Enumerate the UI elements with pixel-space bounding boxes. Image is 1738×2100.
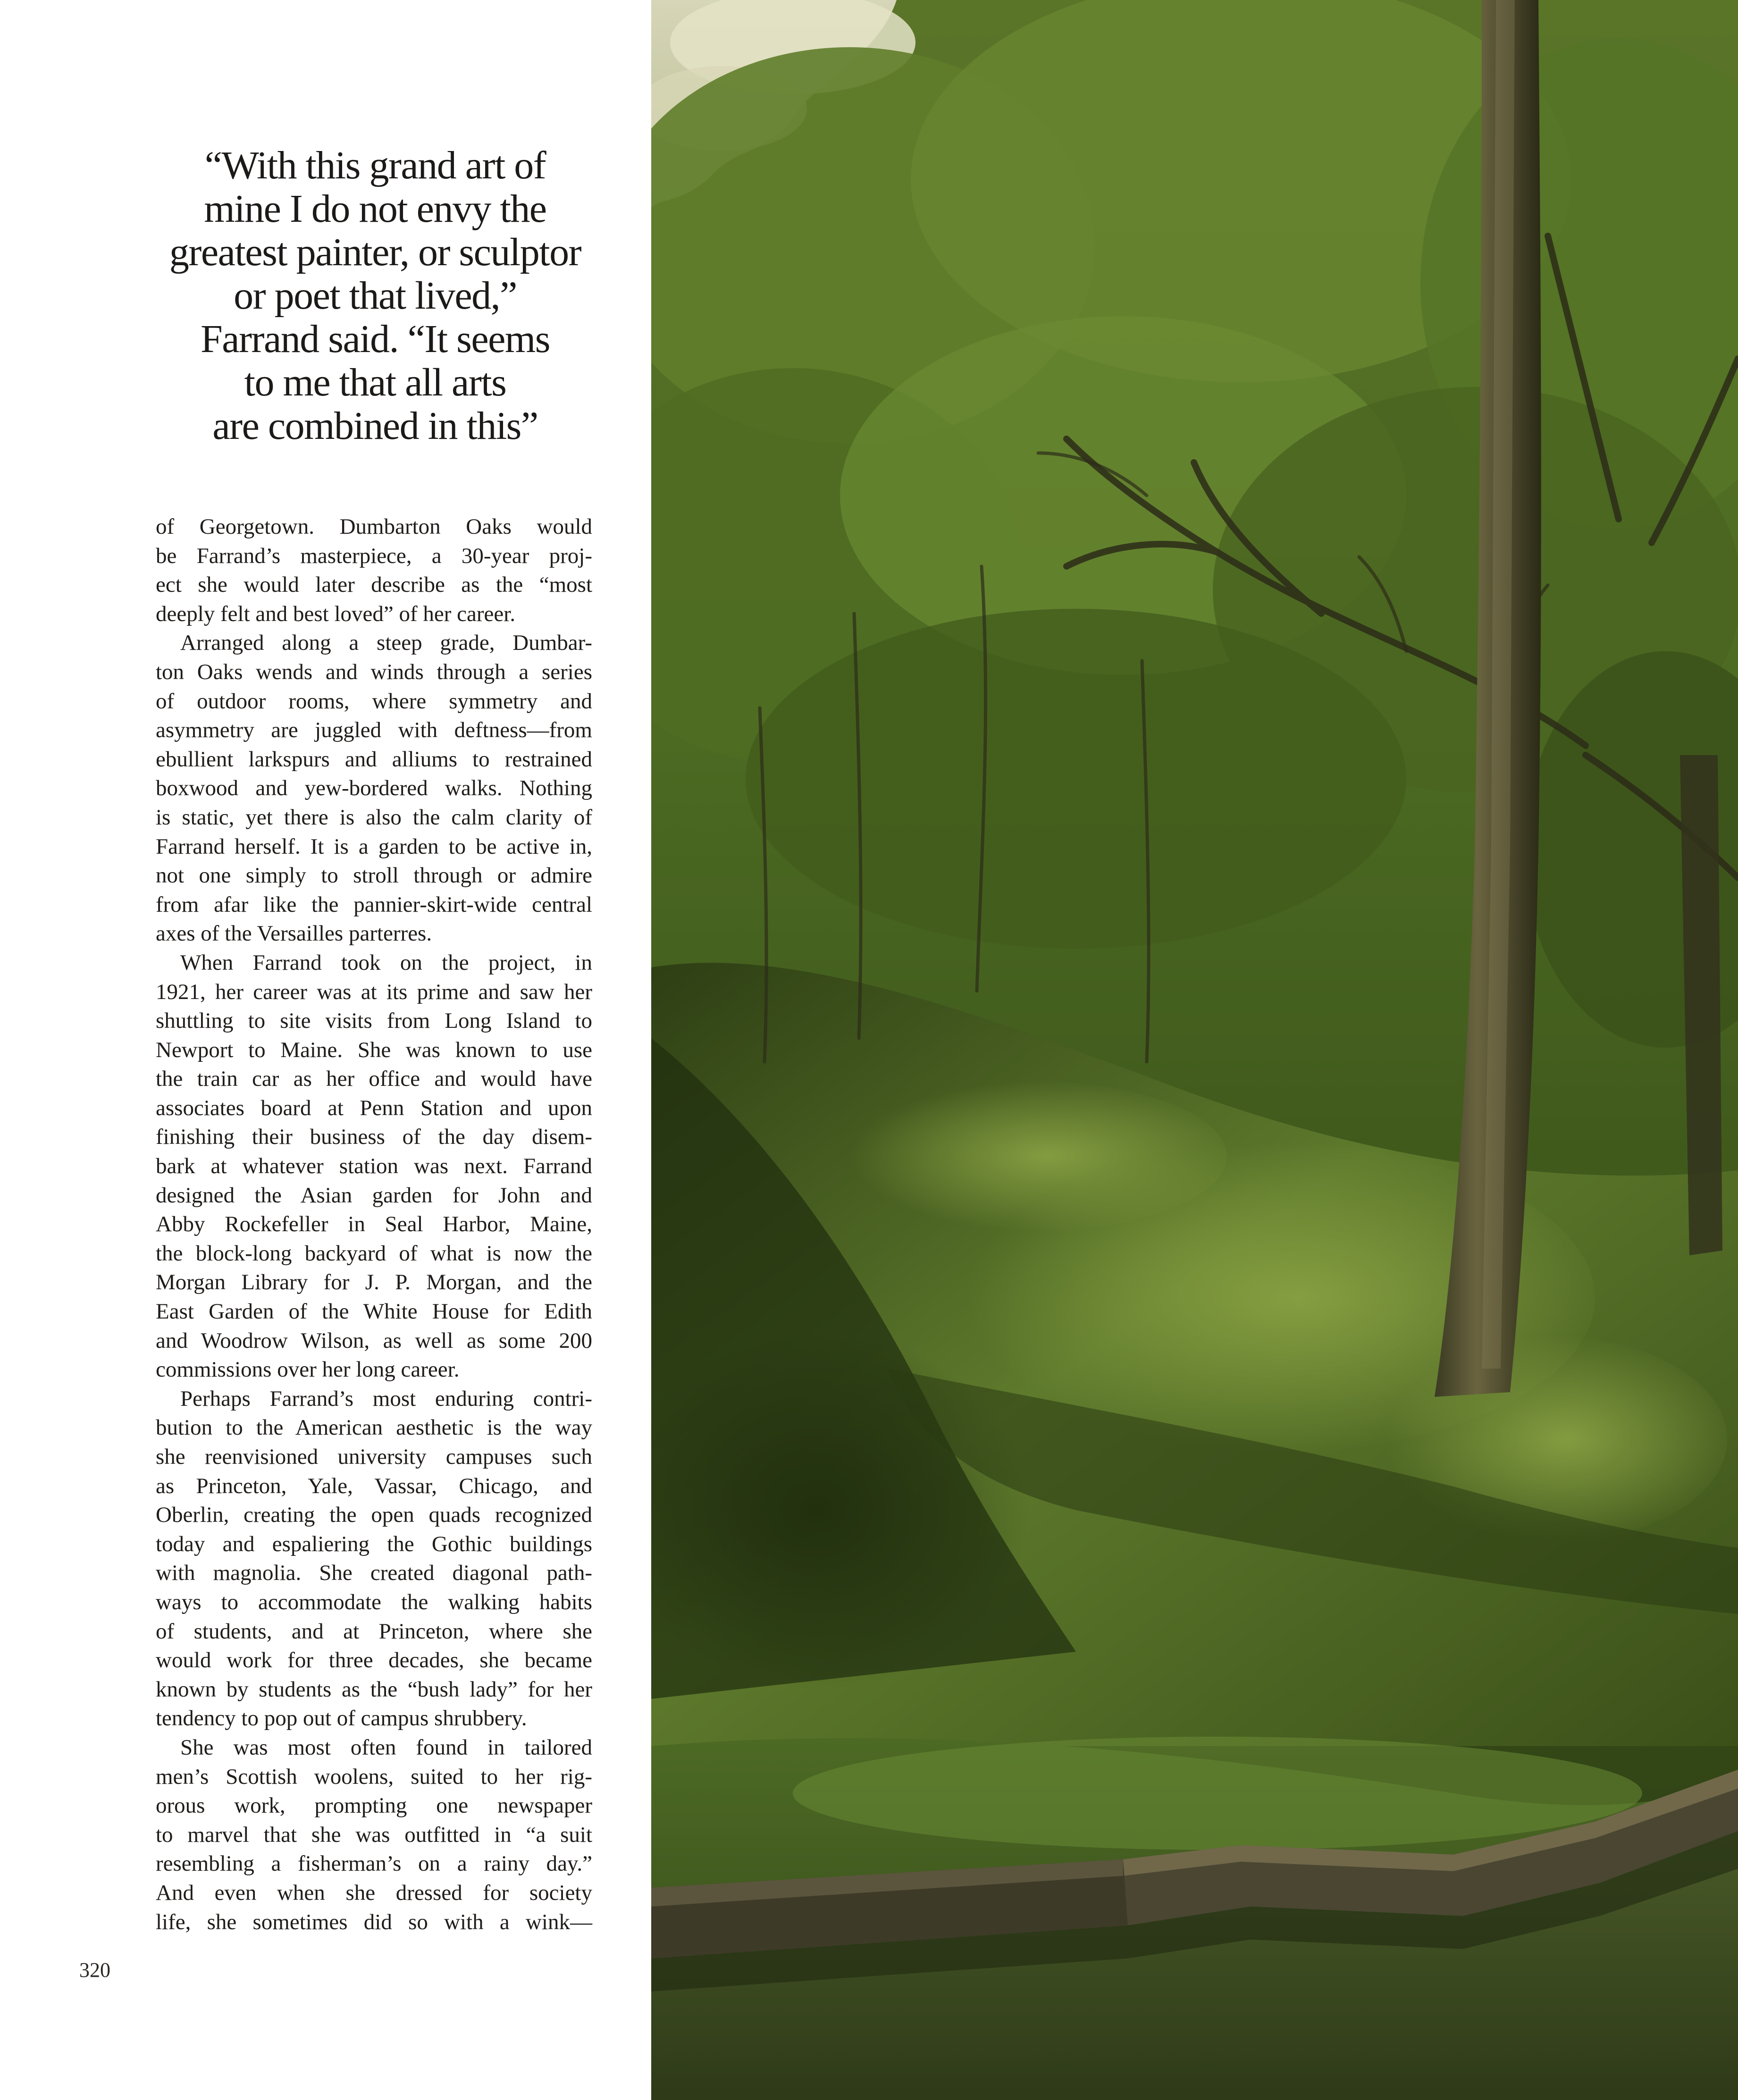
article-body [156,512,592,1937]
article-line: And even when she dressed for society [156,1880,592,1905]
article-line: Farrand herself. It is a garden to be active in, [156,834,592,859]
article-line: axes of the Versailles parterres. [156,921,432,946]
article-line: ect she would later describe as the “most [156,572,592,597]
article-line: and Woodrow Wilson, as well as some 200 [156,1328,592,1353]
article-line: When Farrand took on the project, in [180,950,592,975]
article-line: Arranged along a steep grade, Dumbar- [180,630,592,655]
article-line: she reenvisioned university campuses such [156,1445,592,1469]
article-line: Morgan Library for J. P. Morgan, and the [156,1270,592,1295]
article-line: of students, and at Princeton, where she [156,1619,592,1644]
article-line: to marvel that she was outfitted in “a suit [156,1822,592,1847]
article-line: East Garden of the White House for Edith [156,1299,592,1324]
article-line: ways to accommodate the walking habits [156,1589,592,1614]
pull-quote-line: Farrand said. “It seems [201,317,550,361]
article-line: the train car as her office and would have [156,1067,592,1092]
article-line: known by students as the “bush lady” for her [156,1677,592,1702]
article-line: tendency to pop out of campus shrubbery. [156,1706,527,1731]
article-line: bark at whatever station was next. Farrand [156,1154,592,1179]
article-line: as Princeton, Yale, Vassar, Chicago, and [156,1473,592,1498]
article-line: asymmetry are juggled with deftness—from [156,718,592,743]
article-line: life, she sometimes did so with a wink— [156,1909,592,1934]
pull-quote-line: or poet that lived,” [234,274,517,318]
article-line: not one simply to stroll through or admire [156,863,592,888]
article-line: of Georgetown. Dumbarton Oaks would [156,514,592,539]
article-line: resembling a fisherman’s on a rainy day.” [156,1851,592,1876]
article-line: be Farrand’s masterpiece, a 30-year proj- [156,543,592,568]
pull-quote-line: mine I do not envy the [204,187,546,231]
article-line: designed the Asian garden for John and [156,1183,592,1208]
pull-quote [142,144,609,448]
pull-quote-line: are combined in this” [212,404,538,448]
article-line: associates board at Penn Station and upon [156,1095,592,1120]
pull-quote-line: to me that all arts [244,361,506,404]
article-line: She was most often found in tailored [180,1735,592,1760]
article-line: from afar like the pannier-skirt-wide central [156,892,592,917]
article-line: is static, yet there is also the calm clarity of [156,805,592,830]
article-line: commissions over her long career. [156,1357,460,1382]
article-line: today and espaliering the Gothic buildings [156,1531,592,1556]
article-line: ton Oaks wends and winds through a series [156,659,592,684]
article-line: orous work, prompting one newspaper [156,1793,592,1818]
article-line: the block-long backyard of what is now the [156,1241,592,1266]
article-line: ebullient larkspurs and alliums to restrained [156,747,592,772]
article-line: boxwood and yew-bordered walks. Nothing [156,776,592,801]
article-line: shuttling to site visits from Long Island to [156,1008,592,1033]
article-line: Newport to Maine. She was known to use [156,1037,592,1062]
text-column [0,0,651,2100]
article-line: would work for three decades, she became [156,1648,592,1673]
pull-quote-line: “With this grand art of [204,143,546,187]
article-line: 1921, her career was at its prime and saw her [156,979,592,1004]
article-line: finishing their business of the day disem- [156,1125,592,1150]
article-line: deeply felt and best loved” of her career. [156,601,516,626]
pull-quote-line: greatest painter, or sculptor [169,230,581,274]
article-line: bution to the American aesthetic is the way [156,1415,592,1440]
article-line: of outdoor rooms, where symmetry and [156,689,592,714]
article-line: Perhaps Farrand’s most enduring contri- [180,1386,592,1411]
article-line: Abby Rockefeller in Seal Harbor, Maine, [156,1212,592,1237]
article-line: men’s Scottish woolens, suited to her rig- [156,1764,592,1789]
article-line: Oberlin, creating the open quads recognized [156,1503,592,1528]
garden-photograph [651,0,1738,2100]
page-number: 320 [79,1958,110,1982]
article-line: with magnolia. She created diagonal path- [156,1561,592,1586]
